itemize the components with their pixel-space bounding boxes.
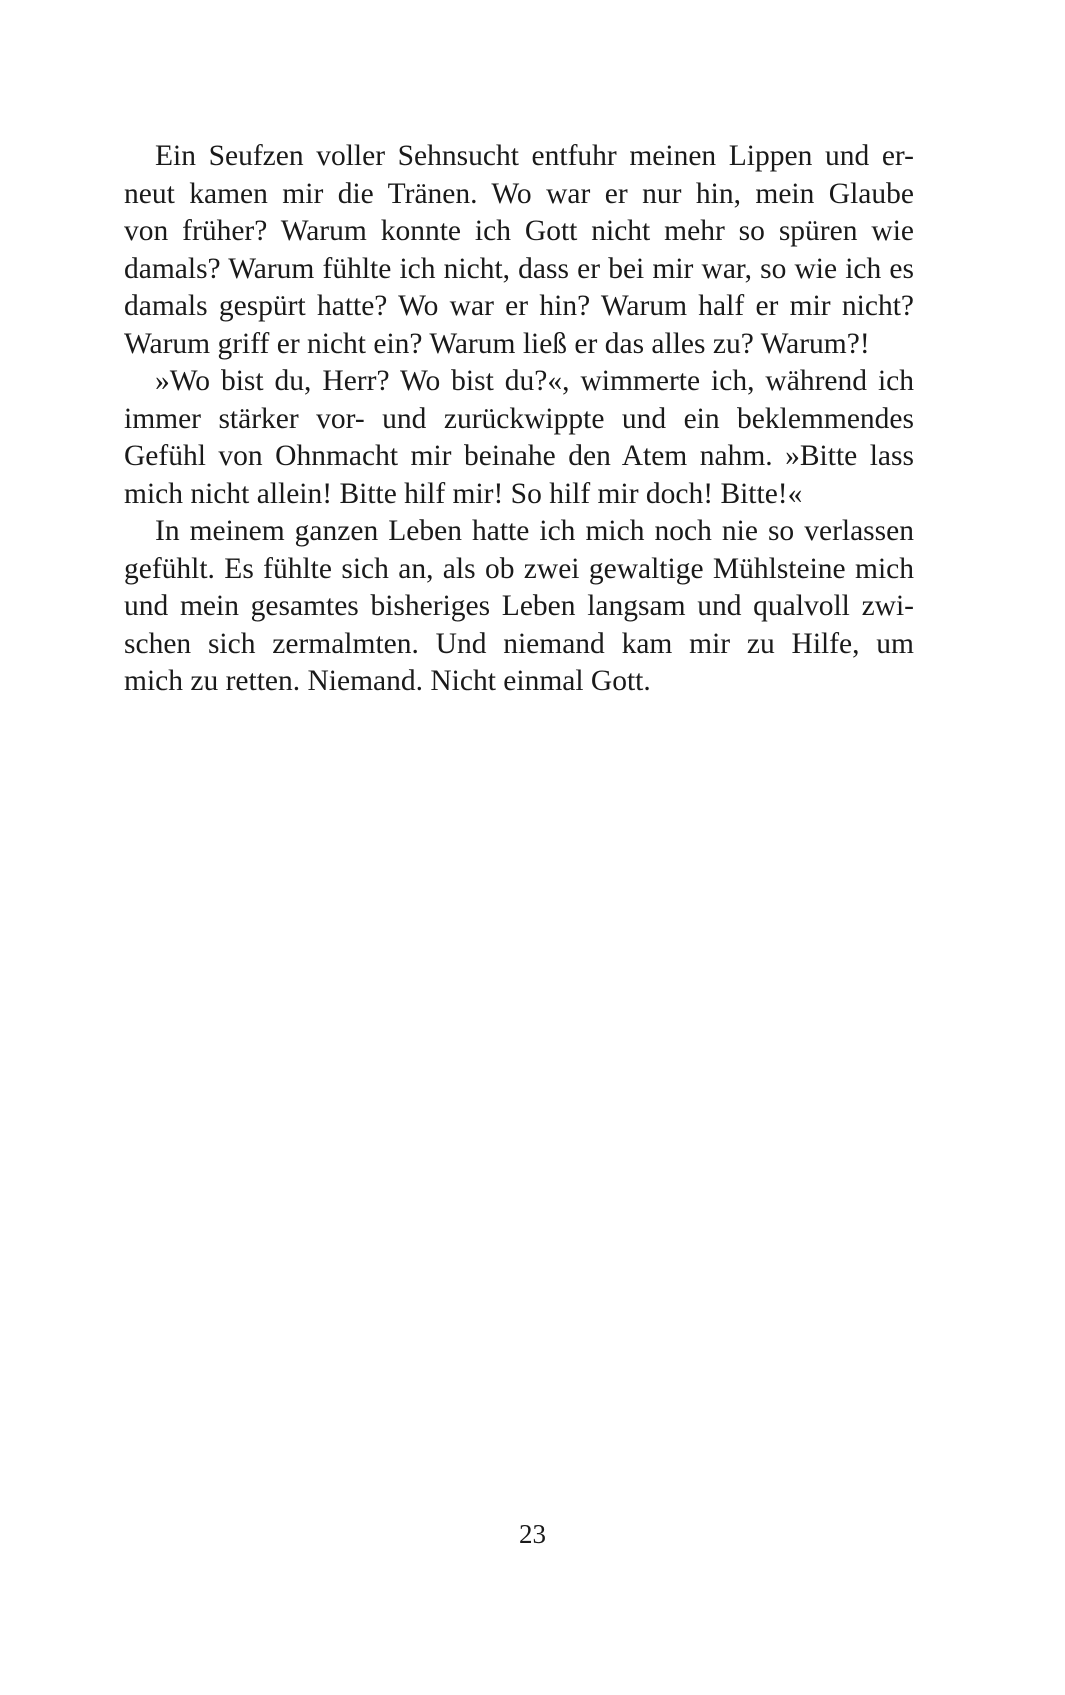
text-line: damals gespürt hatte? Wo war er hin? Warum half er mir nicht? xyxy=(124,290,914,322)
paragraph xyxy=(124,138,914,363)
paragraph xyxy=(124,363,914,513)
text-line: »Wo bist du, Herr? Wo bist du?«, wimmerte ich, während ich xyxy=(155,365,914,397)
body-text xyxy=(124,138,914,701)
text-line: von früher? Warum konnte ich Gott nicht mehr so spüren wie xyxy=(124,215,914,247)
text-line: damals? Warum fühlte ich nicht, dass er bei mir war, so wie ich es xyxy=(124,252,914,285)
text-line: Warum griff er nicht ein? Warum ließ er das alles zu? Warum?! xyxy=(124,327,870,360)
text-line: neut kamen mir die Tränen. Wo war er nur hin, mein Glaube xyxy=(124,177,914,210)
text-line: mich zu retten. Niemand. Nicht einmal Gott. xyxy=(124,665,651,697)
text-line: schen sich zermalmten. Und niemand kam mir zu Hilfe, um xyxy=(124,627,914,660)
text-line: mich nicht allein! Bitte hilf mir! So hilf mir doch! Bitte!« xyxy=(124,477,803,510)
paragraph xyxy=(124,513,914,701)
page-number: 23 xyxy=(519,1519,546,1549)
text-line: gefühlt. Es fühlte sich an, als ob zwei gewaltige Mühlsteine mich xyxy=(124,552,914,585)
text-line: Gefühl von Ohnmacht mir beinahe den Atem nahm. »Bitte lass xyxy=(124,440,914,472)
text-line: Ein Seufzen voller Sehnsucht entfuhr meinen Lippen und er- xyxy=(155,140,914,172)
text-line: immer stärker vor- und zurückwippte und ein beklemmendes xyxy=(124,402,914,435)
text-line: und mein gesamtes bisheriges Leben langsam und qualvoll zwi- xyxy=(124,590,914,622)
text-line: In meinem ganzen Leben hatte ich mich noch nie so verlassen xyxy=(155,515,914,547)
